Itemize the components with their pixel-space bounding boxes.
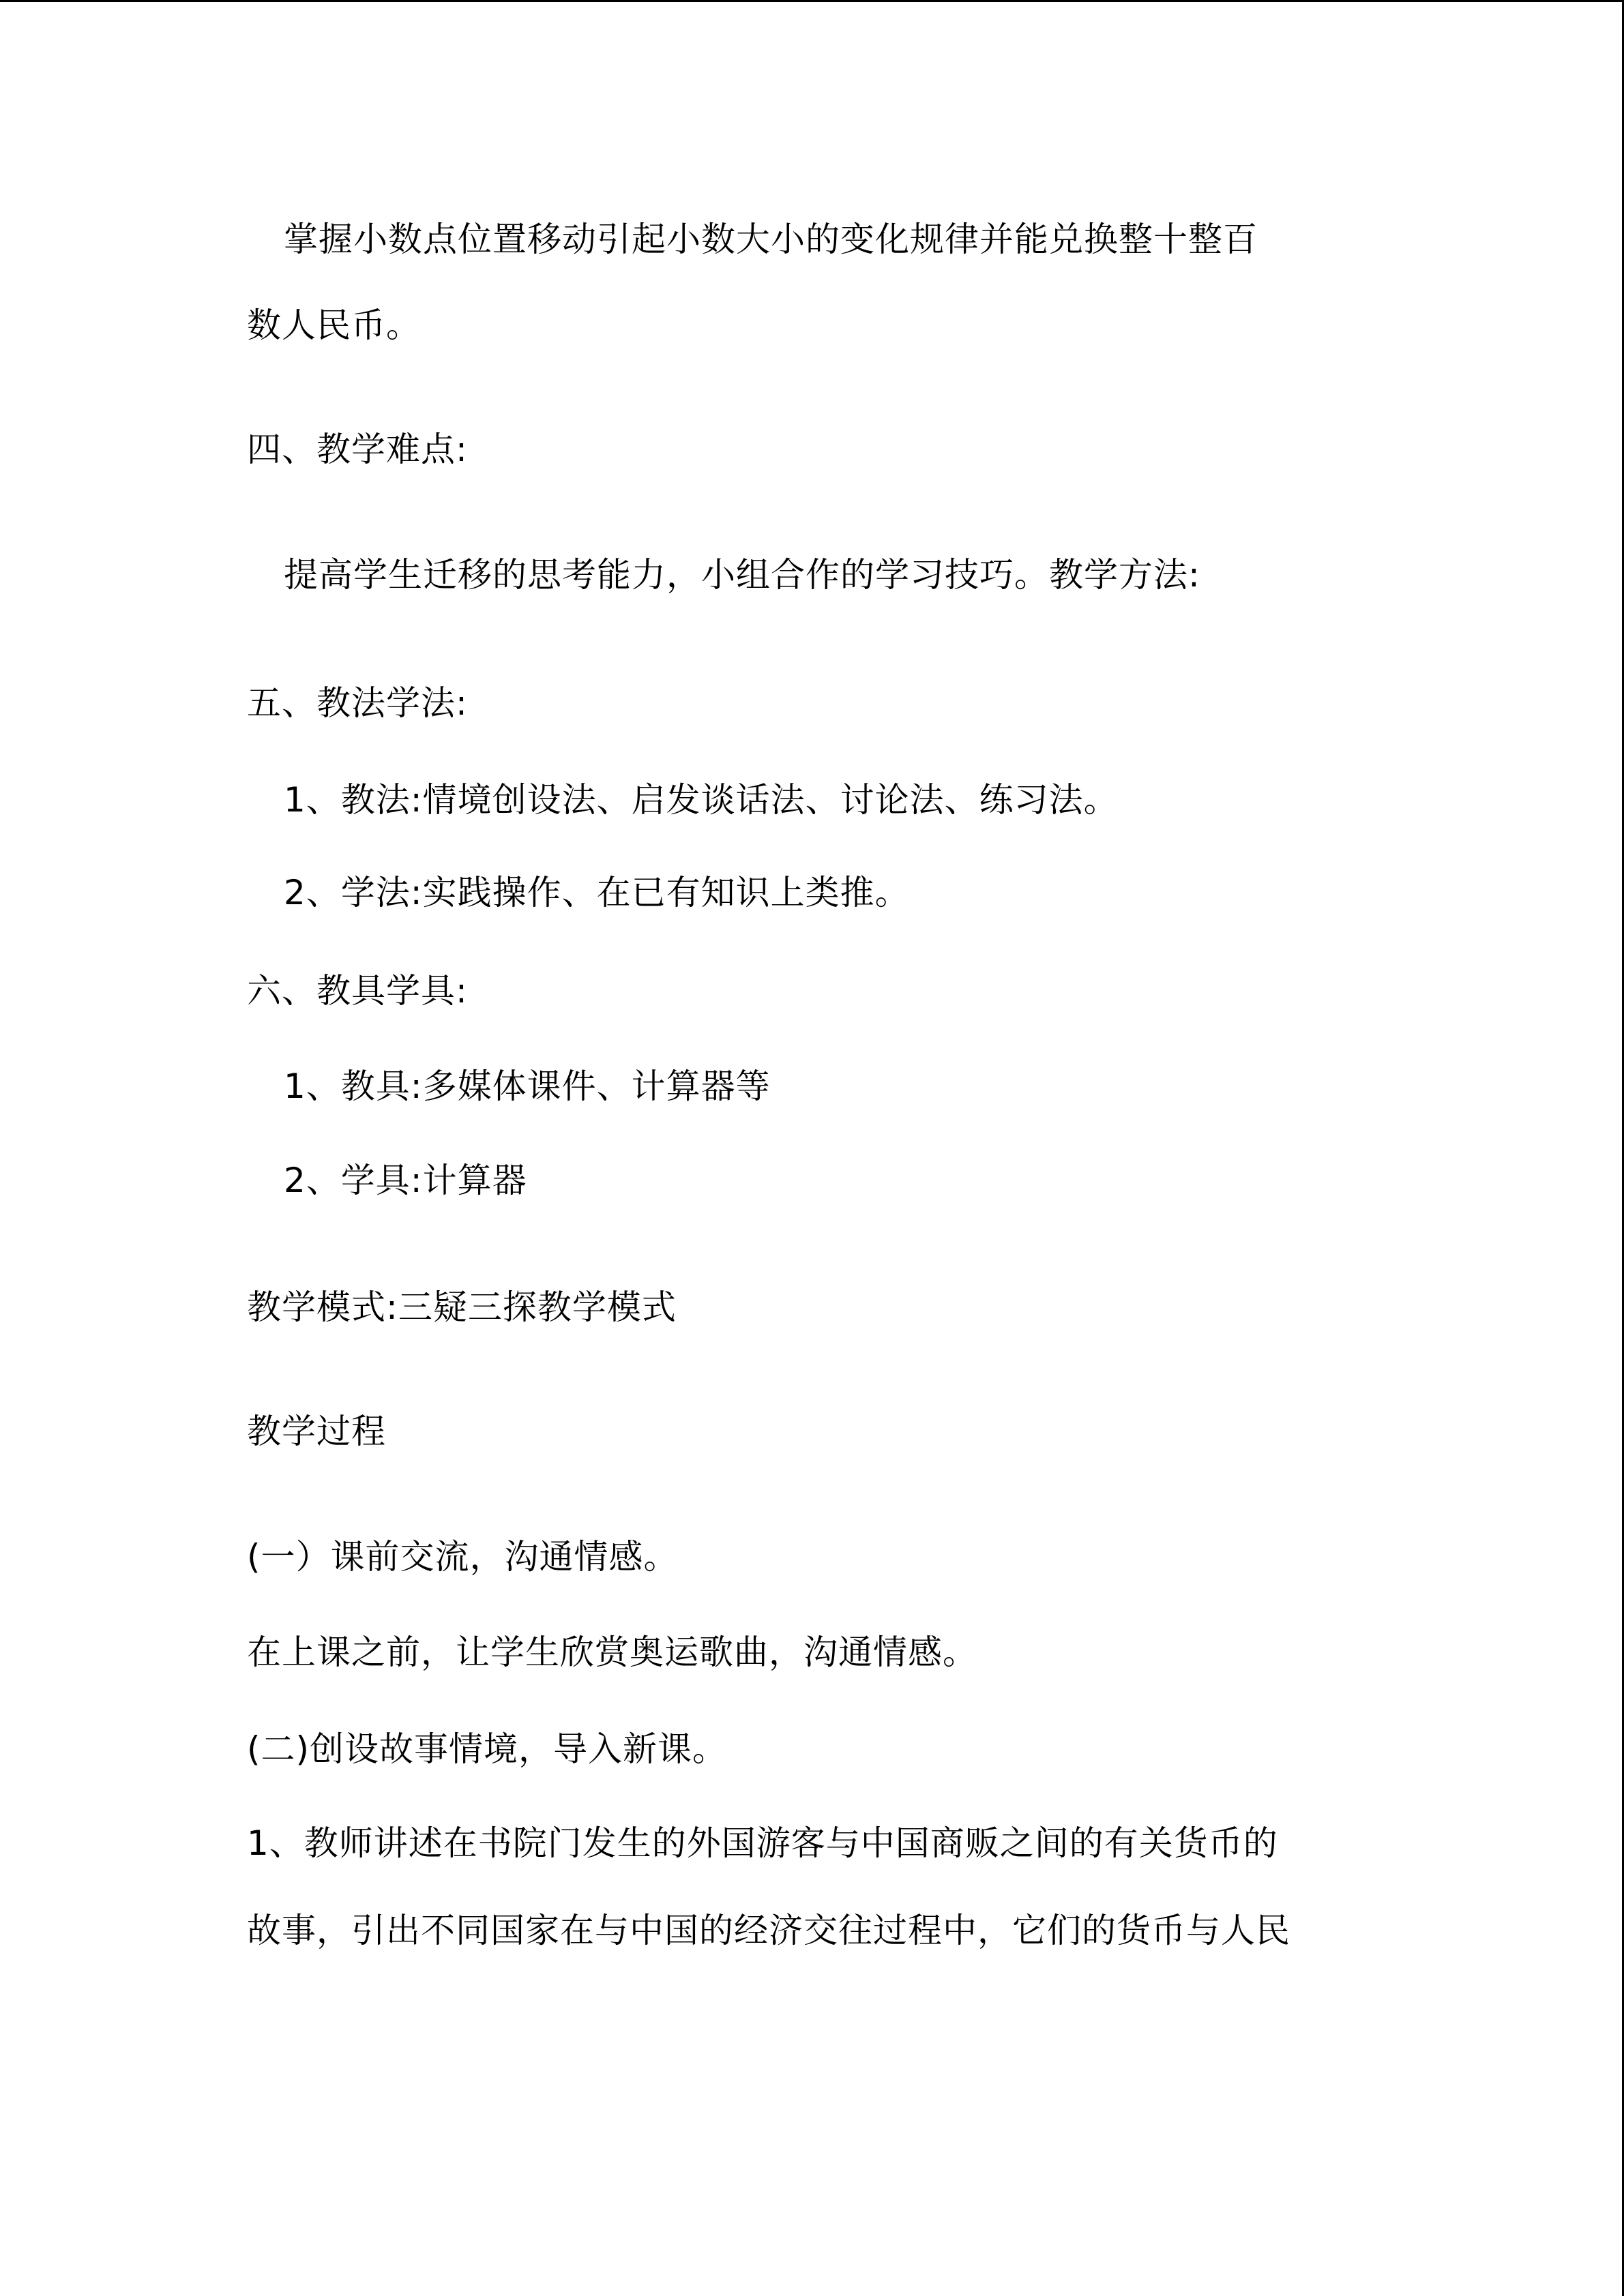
paragraph-line: 1、教师讲述在书院门发生的外国游客与中国商贩之间的有关货币的: [247, 1823, 1278, 1863]
paragraph-line: 掌握小数点位置移动引起小数大小的变化规律并能兑换整十整百: [284, 220, 1258, 259]
list-item: 1、教法:情境创设法、启发谈话法、讨论法、练习法。: [284, 780, 1119, 820]
subsection-heading: (一）课前交流，沟通情感。: [247, 1537, 679, 1577]
paragraph-line: 在上课之前，让学生欣赏奥运歌曲，沟通情感。: [247, 1632, 977, 1672]
list-item: 2、学法:实践操作、在已有知识上类推。: [284, 873, 910, 912]
list-item: 1、教具:多媒体课件、计算器等: [284, 1067, 771, 1106]
paragraph-line: 提高学生迁移的思考能力，小组合作的学习技巧。教学方法:: [284, 555, 1200, 595]
section-heading: 教学过程: [247, 1412, 386, 1451]
paragraph-line: 数人民币。: [247, 305, 421, 345]
list-item: 2、学具:计算器: [284, 1161, 527, 1200]
section-heading: 六、教具学具:: [247, 971, 468, 1011]
paragraph-line: 故事，引出不同国家在与中国的经济交往过程中，它们的货币与人民: [247, 1911, 1290, 1950]
section-heading: 四、教学难点:: [247, 430, 468, 469]
section-heading: 五、教法学法:: [247, 683, 468, 723]
subsection-heading: (二)创设故事情境，导入新课。: [247, 1729, 728, 1769]
section-heading: 教学模式:三疑三探教学模式: [247, 1287, 677, 1327]
